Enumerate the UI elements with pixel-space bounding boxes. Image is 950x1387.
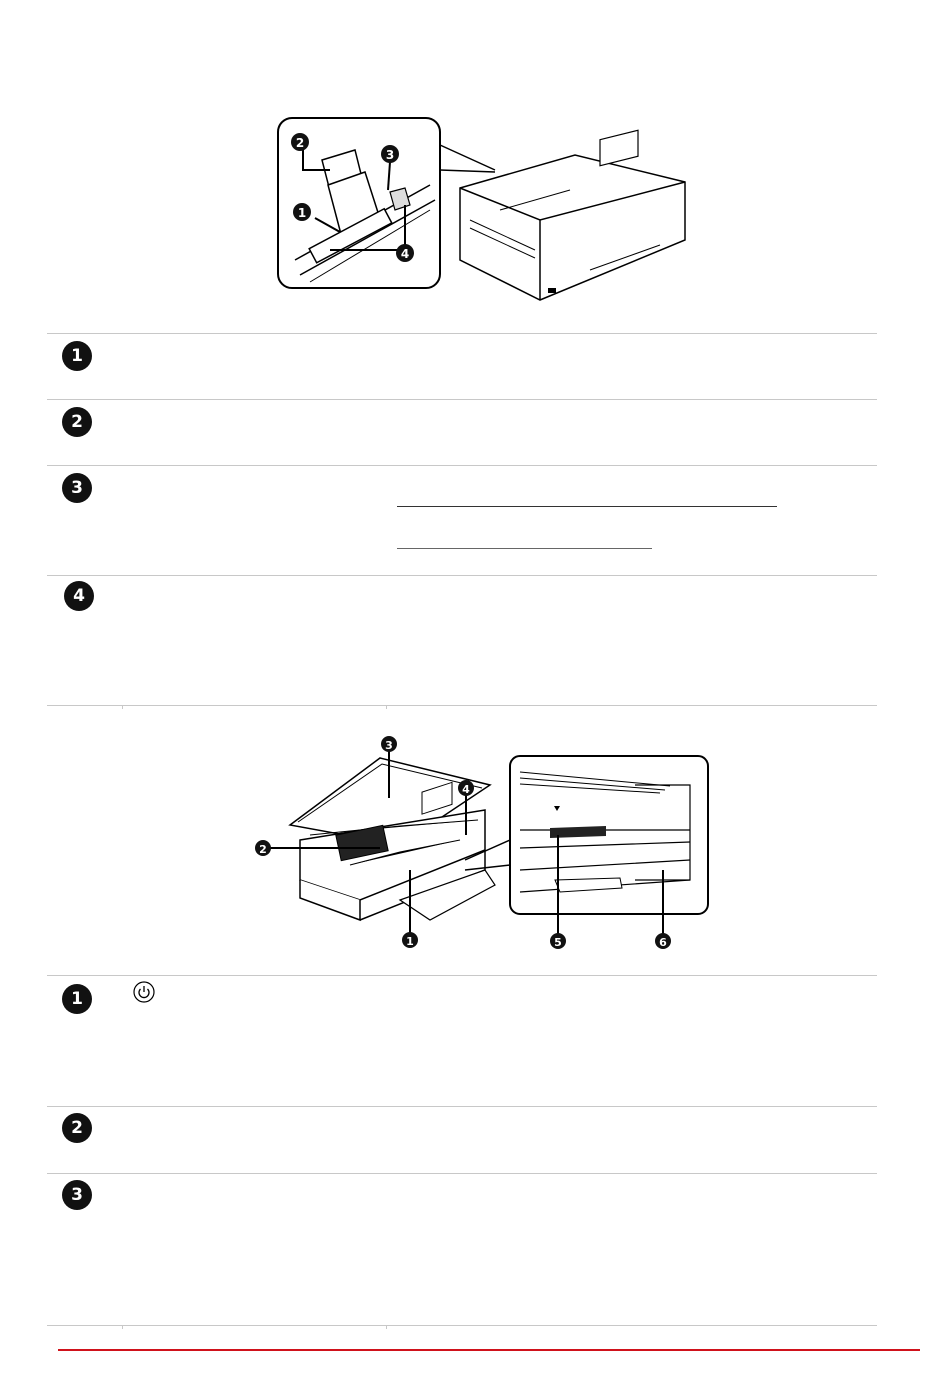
figure1-callout-2 bbox=[291, 133, 309, 151]
svg-text:3: 3 bbox=[385, 148, 395, 162]
table2-rule bbox=[47, 1173, 877, 1174]
svg-text:1: 1 bbox=[297, 206, 307, 220]
column-divider bbox=[386, 705, 387, 709]
figure1-callout-3 bbox=[381, 145, 399, 163]
figure2-callout-1 bbox=[402, 932, 418, 948]
table1-bottom-rule bbox=[47, 705, 877, 706]
svg-text:4: 4 bbox=[462, 783, 470, 796]
table2-row-2-badge: 2 bbox=[62, 1113, 92, 1143]
figure1-callout-1 bbox=[293, 203, 311, 221]
table2-rule bbox=[47, 1106, 877, 1107]
table1-rule bbox=[47, 575, 877, 576]
table1-row-4-badge: 4 bbox=[64, 581, 94, 611]
table1-rule bbox=[47, 399, 877, 400]
table2-top-rule bbox=[47, 975, 877, 976]
figure2-callout-6 bbox=[655, 933, 671, 949]
table2-row-3-badge: 3 bbox=[62, 1180, 92, 1210]
svg-text:4: 4 bbox=[400, 247, 410, 261]
svg-text:2: 2 bbox=[259, 843, 267, 856]
link-underline[interactable] bbox=[397, 506, 777, 507]
table1-row-2-badge: 2 bbox=[62, 407, 92, 437]
column-divider bbox=[122, 705, 123, 709]
table2-bottom-rule bbox=[47, 1325, 877, 1326]
footer-rule bbox=[58, 1349, 920, 1351]
link-underline[interactable] bbox=[397, 548, 652, 549]
table1-rule bbox=[47, 465, 877, 466]
figure2-callout-5 bbox=[550, 933, 566, 949]
svg-text:2: 2 bbox=[295, 136, 305, 150]
figure1-callout-4 bbox=[396, 244, 414, 262]
table1-row-1-badge: 1 bbox=[62, 341, 92, 371]
table2-row-1-badge: 1 bbox=[62, 984, 92, 1014]
svg-text:6: 6 bbox=[659, 936, 667, 949]
figure2-callout-4 bbox=[458, 780, 474, 796]
figure2-callout-3 bbox=[381, 736, 397, 752]
power-icon bbox=[133, 981, 155, 1003]
printer-rear-feeder-figure bbox=[270, 110, 700, 310]
column-divider bbox=[386, 1325, 387, 1329]
svg-text:1: 1 bbox=[406, 935, 414, 948]
svg-text:5: 5 bbox=[554, 936, 562, 949]
table1-top-rule bbox=[47, 333, 877, 334]
table1-row-3-badge: 3 bbox=[62, 473, 92, 503]
figure2-callout-2 bbox=[255, 840, 271, 856]
printer-open-figure bbox=[250, 730, 720, 955]
column-divider bbox=[122, 1325, 123, 1329]
svg-text:3: 3 bbox=[385, 739, 393, 752]
